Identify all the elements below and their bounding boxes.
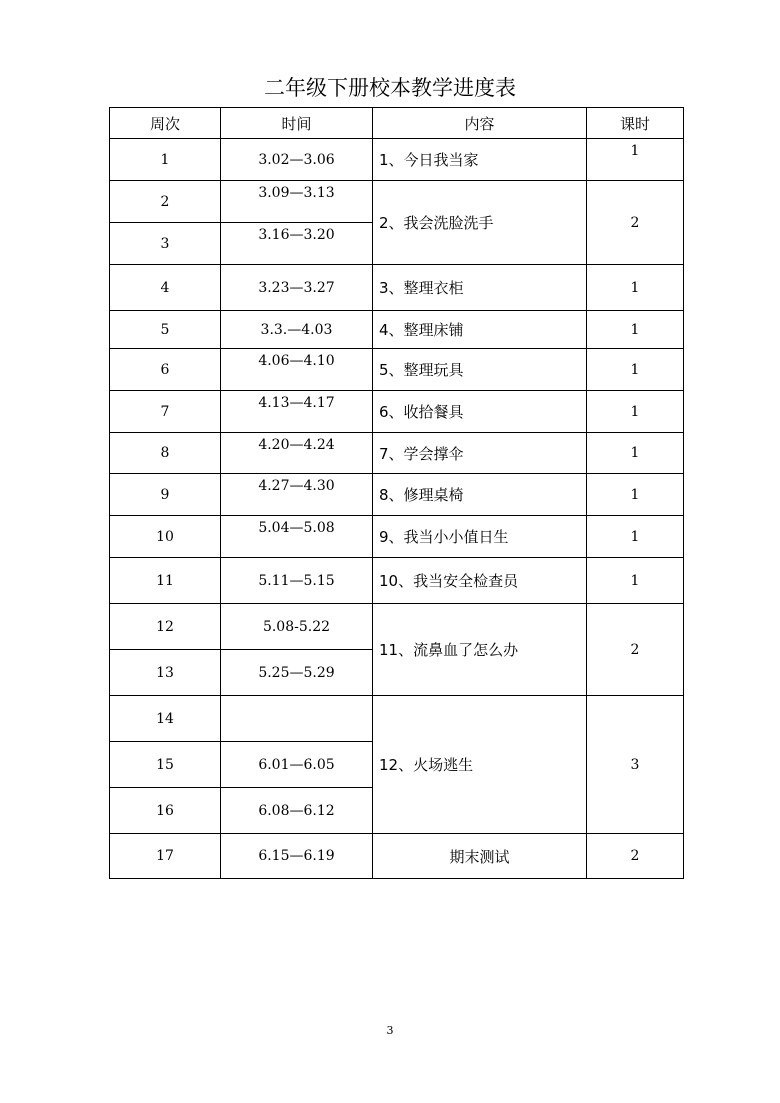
time-cell: 5.25—5.29 [221,650,373,696]
time-cell: 3.09—3.13 [221,181,373,223]
time-cell: 5.04—5.08 [221,516,373,558]
content-cell: 2、我会洗脸洗手 [373,181,587,265]
content-cell: 8、修理桌椅 [373,474,587,516]
content-cell: 期末测试 [373,834,587,879]
content-cell: 12、火场逃生 [373,696,587,834]
hours-cell: 1 [587,391,684,433]
week-cell: 6 [110,349,221,391]
header-hours: 课时 [587,108,684,139]
schedule-table [109,107,684,879]
hours-cell: 1 [587,311,684,349]
week-cell: 5 [110,311,221,349]
hours-cell: 3 [587,696,684,834]
week-cell: 3 [110,223,221,265]
header-time: 时间 [221,108,373,139]
table-row [110,696,684,742]
week-cell: 7 [110,391,221,433]
table-row [110,834,684,879]
content-cell: 6、收拾餐具 [373,391,587,433]
time-cell: 5.11—5.15 [221,558,373,604]
time-cell: 4.27—4.30 [221,474,373,516]
table-row [110,349,684,391]
week-cell: 17 [110,834,221,879]
time-cell: 4.13—4.17 [221,391,373,433]
content-cell: 9、我当小小值日生 [373,516,587,558]
hours-cell: 1 [587,139,684,181]
time-cell: 4.20—4.24 [221,433,373,474]
table-row [110,516,684,558]
week-cell: 10 [110,516,221,558]
content-cell: 1、今日我当家 [373,139,587,181]
time-cell [221,696,373,742]
table-header-row [110,108,684,139]
time-cell: 6.01—6.05 [221,742,373,788]
week-cell: 11 [110,558,221,604]
week-cell: 2 [110,181,221,223]
time-cell: 3.02—3.06 [221,139,373,181]
hours-cell: 1 [587,433,684,474]
hours-cell: 1 [587,349,684,391]
table-row [110,604,684,650]
hours-cell: 1 [587,265,684,311]
week-cell: 4 [110,265,221,311]
hours-cell: 1 [587,474,684,516]
time-cell: 6.08—6.12 [221,788,373,834]
week-cell: 9 [110,474,221,516]
content-cell: 7、学会撑伞 [373,433,587,474]
content-cell: 4、整理床铺 [373,311,587,349]
time-cell: 6.15—6.19 [221,834,373,879]
table-row [110,181,684,223]
hours-cell: 1 [587,558,684,604]
week-cell: 8 [110,433,221,474]
table-row [110,265,684,311]
content-cell: 10、我当安全检查员 [373,558,587,604]
header-week: 周次 [110,108,221,139]
content-cell: 11、流鼻血了怎么办 [373,604,587,696]
week-cell: 16 [110,788,221,834]
week-cell: 13 [110,650,221,696]
page-title: 二年级下册校本教学进度表 [264,76,516,100]
time-cell: 5.08-5.22 [221,604,373,650]
table-row [110,311,684,349]
time-cell: 4.06—4.10 [221,349,373,391]
week-cell: 15 [110,742,221,788]
table-row [110,474,684,516]
time-cell: 3.3.—4.03 [221,311,373,349]
time-cell: 3.23—3.27 [221,265,373,311]
table-row [110,433,684,474]
week-cell: 12 [110,604,221,650]
hours-cell: 1 [587,516,684,558]
table-row [110,391,684,433]
hours-cell: 2 [587,604,684,696]
table-row [110,558,684,604]
week-cell: 1 [110,139,221,181]
header-content: 内容 [373,108,587,139]
page-number: 3 [386,1024,394,1037]
hours-cell: 2 [587,834,684,879]
content-cell: 3、整理衣柜 [373,265,587,311]
week-cell: 14 [110,696,221,742]
hours-cell: 2 [587,181,684,265]
content-cell: 5、整理玩具 [373,349,587,391]
table-row [110,139,684,181]
time-cell: 3.16—3.20 [221,223,373,265]
